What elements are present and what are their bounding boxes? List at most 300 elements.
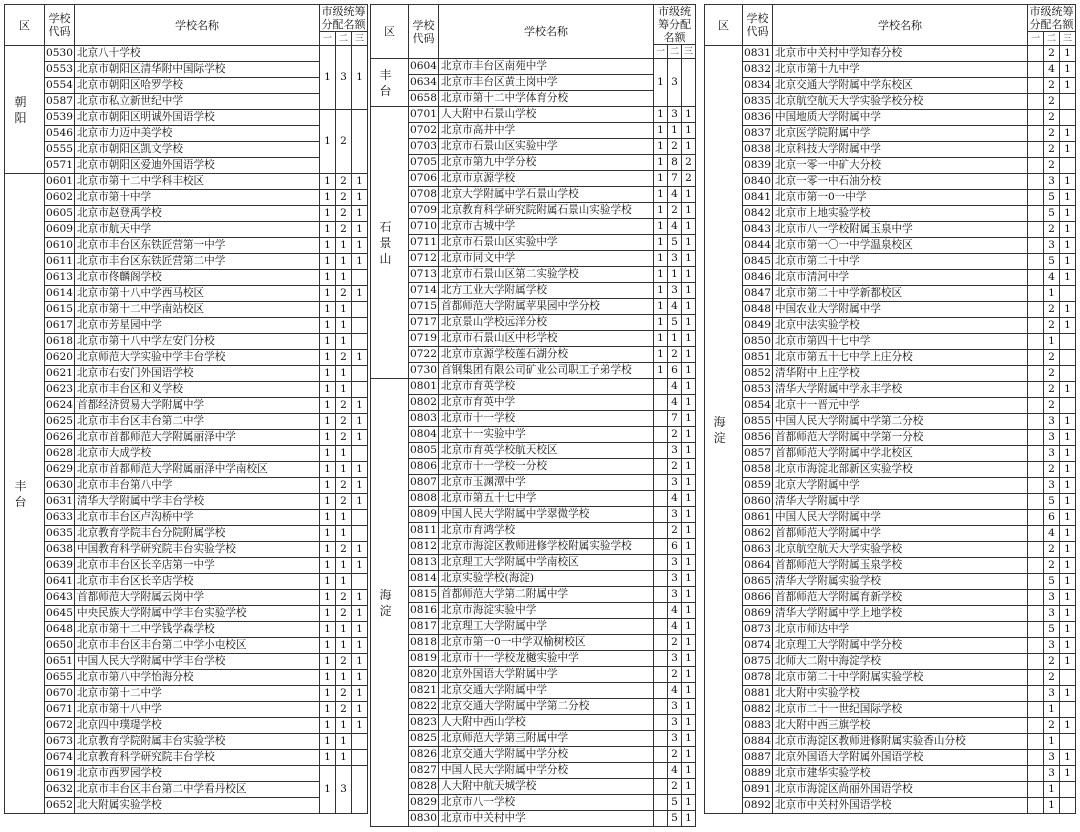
school-name: 北京市八一学校附属玉泉中学 [773,222,1028,238]
panel-1 [4,4,368,814]
school-code: 0713 [409,267,439,283]
quota-q3 [352,446,368,462]
table-row [371,443,696,459]
quota-q2: 1 [336,638,352,654]
quota-q1 [654,811,668,827]
quota-q2: 3 [1044,238,1060,254]
quota-q3: 1 [352,718,368,734]
school-code: 0719 [409,331,439,347]
table-row [705,798,1076,814]
school-code: 0715 [409,299,439,315]
quota-q3: 1 [682,107,696,123]
quota-q3: 1 [1060,254,1076,270]
quota-q3 [352,270,368,286]
school-name: 北京市育鸿学校 [439,523,654,539]
quota-q2: 5 [668,235,682,251]
quota-q2: 2 [336,222,352,238]
quota-q3: 1 [682,267,696,283]
school-name: 北京科技大学附属中学 [773,142,1028,158]
quota-q2: 2 [1044,382,1060,398]
school-name: 北京市朝阳区哈罗学校 [75,78,320,94]
school-code: 0839 [743,158,773,174]
quota-q3 [1060,110,1076,126]
table-row [5,174,368,190]
quota-q2: 1 [1044,798,1060,814]
header-q3: 三 [682,45,696,59]
quota-q1 [1028,94,1044,110]
school-name: 北京理工大学附属中学分校 [773,638,1028,654]
school-code: 0854 [743,398,773,414]
school-code: 0539 [45,110,75,126]
school-code: 0812 [409,539,439,555]
quota-q3: 1 [682,443,696,459]
quota-q3 [352,110,368,174]
school-name: 北京市丰台区和义学校 [75,382,320,398]
table-row [371,235,696,251]
table-row [705,622,1076,638]
school-name: 北京市朝阳区明诚外国语学校 [75,110,320,126]
table-row [5,286,368,302]
school-code: 0614 [45,286,75,302]
quota-q3: 1 [1060,238,1076,254]
header-district: 区 [371,5,409,59]
table-row [371,747,696,763]
quota-q2: 1 [336,254,352,270]
district-cell: 丰台 [5,174,45,814]
quota-q1: 1 [654,203,668,219]
school-name: 首都师范大学附属苹果园中学分校 [439,299,654,315]
school-name: 北京十一实验中学 [439,427,654,443]
quota-q1 [1028,158,1044,174]
quota-q2: 5 [1044,494,1060,510]
table-row [5,654,368,670]
table-row [5,638,368,654]
school-name: 北京市佟麟阁学校 [75,270,320,286]
quota-q2: 1 [668,123,682,139]
quota-q3: 1 [352,190,368,206]
quota-q3: 1 [682,603,696,619]
school-name: 北京一零一中石油分校 [773,174,1028,190]
school-code: 0834 [743,78,773,94]
quota-q3: 1 [352,478,368,494]
school-name: 北京大学附属中学 [773,478,1028,494]
table-row [705,142,1076,158]
school-name: 北京市丰台区黄土岗中学 [439,75,654,91]
school-code: 0831 [743,46,773,62]
quota-q2: 2 [1044,670,1060,686]
quota-q2: 1 [1044,734,1060,750]
quota-q1 [654,715,668,731]
school-name: 中国人民大学附属中学丰台学校 [75,654,320,670]
school-code: 0613 [45,270,75,286]
quota-q2: 1 [336,670,352,686]
quota-q1: 1 [654,123,668,139]
panel-2 [370,4,696,827]
table-body-2 [371,59,696,827]
header-q3: 三 [352,32,368,46]
quota-q1 [654,539,668,555]
school-code: 0604 [409,59,439,75]
school-name: 北京市第二十中学附属实验学校 [773,670,1028,686]
quota-q1 [1028,302,1044,318]
quota-q3: 1 [682,283,696,299]
quota-q3 [352,750,368,766]
quota-q1 [1028,206,1044,222]
table-row [371,139,696,155]
table-row [5,430,368,446]
table-row [705,238,1076,254]
quota-q2: 6 [1044,510,1060,526]
table-row [371,603,696,619]
school-name: 北大附属实验学校 [75,798,320,814]
table-row [705,446,1076,462]
school-code: 0807 [409,475,439,491]
school-name: 清华大学附属中学上地学校 [773,606,1028,622]
table-row [705,542,1076,558]
quota-q1 [1028,462,1044,478]
quota-q3: 1 [352,174,368,190]
district-cell: 海淀 [705,46,743,814]
quota-q1: 1 [654,283,668,299]
quota-q2: 2 [668,459,682,475]
school-code: 0835 [743,94,773,110]
quota-q3: 1 [682,507,696,523]
quota-q2: 2 [336,542,352,558]
school-name: 北京市十一学校 [439,411,654,427]
quota-q1: 1 [654,235,668,251]
school-name: 清华大学附属实验学校 [773,574,1028,590]
school-code: 0705 [409,155,439,171]
table-row [5,398,368,414]
table-row [371,171,696,187]
quota-q2: 2 [1044,78,1060,94]
school-code: 0863 [743,542,773,558]
quota-q3: 1 [682,651,696,667]
table-row [371,715,696,731]
quota-q1: 1 [320,670,336,686]
header-q1: 一 [320,32,336,46]
school-name: 北京市第十中学 [75,190,320,206]
table-row [5,702,368,718]
quota-q1 [1028,526,1044,542]
school-code: 0631 [45,494,75,510]
school-code: 0862 [743,526,773,542]
quota-q1 [1028,718,1044,734]
school-name: 北京市右安门外国语学校 [75,366,320,382]
school-code: 0828 [409,779,439,795]
quota-q3: 1 [682,635,696,651]
quota-q3: 1 [1060,686,1076,702]
quota-q3: 1 [682,571,696,587]
school-code: 0849 [743,318,773,334]
school-code: 0806 [409,459,439,475]
school-name: 北京教育科学研究院丰台学校 [75,750,320,766]
quota-q2: 2 [668,347,682,363]
quota-q3: 1 [352,222,368,238]
quota-q1: 1 [320,558,336,574]
school-code: 0805 [409,443,439,459]
header-code: 学校代码 [409,5,439,59]
school-name: 北京航空航天大学实验学校分校 [773,94,1028,110]
school-name: 北京八十学校 [75,46,320,62]
school-name: 清华大学附属中学永丰学校 [773,382,1028,398]
table-row [5,526,368,542]
quota-q3: 1 [682,187,696,203]
quota-q1: 1 [654,267,668,283]
quota-q3: 1 [352,398,368,414]
table-row [371,811,696,827]
quota-q3: 1 [682,235,696,251]
quota-q1 [654,683,668,699]
table-row [371,619,696,635]
quota-q3: 1 [1060,750,1076,766]
quota-q3: 1 [352,638,368,654]
quota-q1 [1028,350,1044,366]
school-name: 北京市第一0一中学双榆树校区 [439,635,654,651]
school-name: 首都师范大学附属玉泉学校 [773,558,1028,574]
quota-q2: 2 [1044,126,1060,142]
table-row [705,78,1076,94]
school-code: 0634 [409,75,439,91]
school-code: 0864 [743,558,773,574]
quota-q2: 1 [336,734,352,750]
school-code: 0651 [45,654,75,670]
school-code: 0829 [409,795,439,811]
table-row [705,670,1076,686]
quota-q3 [352,302,368,318]
table-row [371,315,696,331]
quota-q3: 1 [682,667,696,683]
quota-q2: 4 [668,299,682,315]
table-row [371,779,696,795]
school-code: 0609 [45,222,75,238]
school-name: 北京交通大学附属中学东校区 [773,78,1028,94]
quota-q2: 2 [336,174,352,190]
school-code: 0650 [45,638,75,654]
quota-q3: 1 [682,811,696,827]
quota-q1: 1 [320,430,336,446]
quota-q2: 4 [1044,526,1060,542]
quota-q1 [654,699,668,715]
quota-q3: 1 [682,315,696,331]
school-name: 北京市育英中学 [439,395,654,411]
quota-q2: 3 [668,555,682,571]
quota-q1 [654,523,668,539]
quota-q3 [682,59,696,107]
quota-q1 [1028,142,1044,158]
school-name: 北京市丰台区东铁匠营第二中学 [75,254,320,270]
school-name: 清华大学附属中学丰台学校 [75,494,320,510]
school-name: 北京市师达中学 [773,622,1028,638]
header-q1: 一 [654,45,668,59]
quota-q1: 1 [320,574,336,590]
school-name: 北京市京源学校莲石湖分校 [439,347,654,363]
quota-q3: 1 [682,203,696,219]
table-row [705,494,1076,510]
school-code: 0658 [409,91,439,107]
school-code: 0601 [45,174,75,190]
school-name: 北京市第十二中学钱学森学校 [75,622,320,638]
table-row [371,763,696,779]
school-code: 0645 [45,606,75,622]
school-name: 中国人民大学附属中学翠微学校 [439,507,654,523]
quota-q2: 2 [336,350,352,366]
quota-q2: 2 [336,478,352,494]
school-code: 0643 [45,590,75,606]
quota-q1: 1 [320,110,336,174]
quota-q3: 1 [682,459,696,475]
school-code: 0892 [743,798,773,814]
quota-q1: 1 [320,638,336,654]
school-name: 北京市私立新世纪中学 [75,94,320,110]
quota-q2: 2 [668,779,682,795]
school-name: 北京实验学校(海淀) [439,571,654,587]
quota-q2: 5 [1044,622,1060,638]
quota-q3: 1 [352,462,368,478]
school-code: 0605 [45,206,75,222]
quota-q1 [654,475,668,491]
quota-q1 [1028,478,1044,494]
table-row [705,574,1076,590]
school-name: 北京外国语大学附属外国语学校 [773,750,1028,766]
quota-q1: 1 [320,526,336,542]
quota-q3 [1060,366,1076,382]
quota-q3: 1 [1060,542,1076,558]
quota-q2: 1 [336,270,352,286]
quota-q3: 1 [1060,574,1076,590]
school-name: 北京市航天中学 [75,222,320,238]
quota-q3: 1 [352,686,368,702]
quota-q2: 3 [668,283,682,299]
school-name: 北京市古城中学 [439,219,654,235]
school-name: 北京市第一〇一中学温泉校区 [773,238,1028,254]
quota-q2: 1 [336,462,352,478]
quota-q3: 1 [352,238,368,254]
quota-q2: 1 [336,574,352,590]
quota-q3 [1060,286,1076,302]
quota-q2: 3 [668,651,682,667]
school-code: 0845 [743,254,773,270]
quota-q2: 1 [336,718,352,734]
quota-q1 [654,443,668,459]
quota-q2: 2 [1044,654,1060,670]
table-row [371,91,696,107]
quota-q1 [1028,318,1044,334]
quota-q2: 1 [336,318,352,334]
school-code: 0809 [409,507,439,523]
quota-q3: 1 [1060,126,1076,142]
school-name: 首都师范大学附属中学北校区 [773,446,1028,462]
quota-q3: 1 [682,683,696,699]
school-name: 北京市丰台区长辛店学校 [75,574,320,590]
quota-q3: 1 [682,699,696,715]
quota-q1: 1 [654,59,668,107]
quota-q1 [1028,334,1044,350]
school-code: 0635 [45,526,75,542]
quota-q1 [654,459,668,475]
quota-q1 [1028,766,1044,782]
school-code: 0633 [45,510,75,526]
school-code: 0655 [45,670,75,686]
quota-q1 [654,571,668,587]
table-row [705,318,1076,334]
school-code: 0853 [743,382,773,398]
quota-q1 [654,731,668,747]
quota-q1: 1 [654,219,668,235]
quota-q1 [654,379,668,395]
quota-q2: 2 [336,654,352,670]
quota-q3: 1 [682,747,696,763]
table-row [705,254,1076,270]
school-code: 0652 [45,798,75,814]
quota-q1: 1 [320,446,336,462]
quota-q3: 1 [1060,302,1076,318]
quota-table-3 [704,4,1076,814]
school-code: 0708 [409,187,439,203]
quota-q3: 1 [1060,62,1076,78]
quota-q1: 1 [320,270,336,286]
header-quota: 市级统筹分配名额 [1029,5,1074,31]
quota-q1 [654,555,668,571]
quota-q1: 1 [320,542,336,558]
school-code: 0672 [45,718,75,734]
school-code: 0837 [743,126,773,142]
table-row [5,510,368,526]
school-code: 0648 [45,622,75,638]
district-cell: 石景山 [371,107,409,379]
school-code: 0830 [409,811,439,827]
quota-q2: 3 [668,443,682,459]
quota-q1 [1028,574,1044,590]
quota-q2: 7 [668,411,682,427]
header-name: 学校名称 [773,5,1028,46]
school-name: 北京市丰台第八中学 [75,478,320,494]
quota-q2: 3 [1044,606,1060,622]
table-row [705,734,1076,750]
school-code: 0858 [743,462,773,478]
table-row [705,510,1076,526]
quota-q2: 1 [668,331,682,347]
school-code: 0621 [45,366,75,382]
quota-q3: 1 [682,427,696,443]
school-name: 北京交通大学附属中学分校 [439,747,654,763]
school-name: 北京市第五十七中学上庄分校 [773,350,1028,366]
school-name: 北京交通大学附属中学第二分校 [439,699,654,715]
school-name: 中国农业大学附属中学 [773,302,1028,318]
school-name: 北京四中璞瑅学校 [75,718,320,734]
table-row [371,347,696,363]
panel-3 [704,4,1076,814]
school-code: 0840 [743,174,773,190]
school-code: 0710 [409,219,439,235]
school-name: 北京市第十二中学体育分校 [439,91,654,107]
quota-q3: 1 [682,123,696,139]
quota-q2: 2 [1044,462,1060,478]
quota-q3: 1 [682,475,696,491]
header-code: 学校代码 [743,5,773,46]
quota-q3: 1 [1060,382,1076,398]
quota-q3: 1 [1060,606,1076,622]
school-name: 北京市石景山区实验中学 [439,139,654,155]
quota-q3: 1 [1060,174,1076,190]
quota-q1: 1 [320,254,336,270]
school-name: 北京市十一学校一分校 [439,459,654,475]
quota-q1: 1 [320,366,336,382]
quota-q2: 2 [336,190,352,206]
table-row [371,683,696,699]
quota-q2: 3 [668,699,682,715]
school-name: 北京师范大学第三附属中学 [439,731,654,747]
